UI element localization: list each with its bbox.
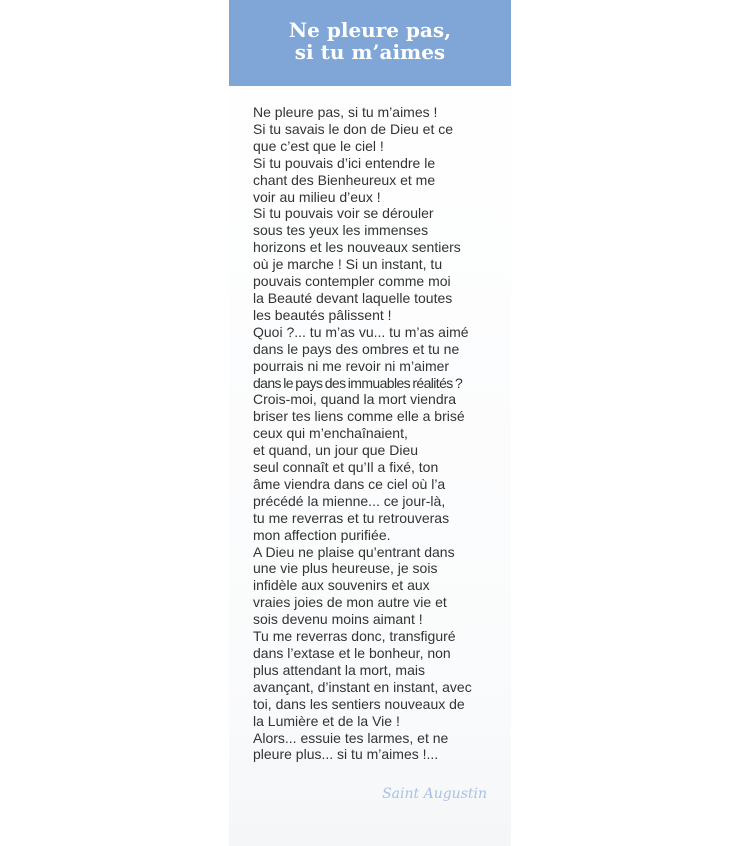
poem-line: tu me reverras et tu retrouveras	[253, 509, 450, 526]
poem-line: Alors... essuie tes larmes, et ne	[253, 729, 449, 746]
poem-line: toi, dans les sentiers nouveaux de	[253, 695, 465, 712]
poem-line: précédé la mienne... ce jour-là,	[253, 492, 446, 509]
poem-line: voir au milieu d’eux !	[253, 188, 381, 205]
poem-line: âme viendra dans ce ciel où l’a	[253, 475, 446, 492]
poem-line: infidèle aux souvenirs et aux	[253, 577, 430, 594]
title-banner	[229, 0, 511, 86]
poem-line: dans le pays des ombres et tu ne	[253, 340, 460, 357]
poem-line: sois devenu moins aimant !	[253, 611, 423, 628]
poem-line: la Lumière et de la Vie !	[253, 712, 400, 729]
poem-line: Ne pleure pas, si tu m’aimes !	[253, 104, 438, 120]
poem-line: avançant, d’instant en instant, avec	[253, 678, 472, 695]
poem-line: Si tu pouvais voir se dérouler	[253, 205, 434, 222]
poem-line: Tu me reverras donc, transfiguré	[253, 628, 456, 645]
page-title	[229, 19, 511, 63]
poem-line: briser tes liens comme elle a brisé	[253, 408, 465, 425]
poem-line: Quoi ?... tu m’as vu... tu m’as aimé	[253, 323, 469, 340]
poem-line: ceux qui m’enchaînaient,	[253, 425, 408, 442]
author-signature: Saint Augustin	[382, 786, 487, 802]
poem-line: dans l’extase et le bonheur, non	[253, 645, 451, 661]
poem-line: pourrais ni me revoir ni m’aimer	[253, 357, 450, 374]
poem-line: Si tu savais le don de Dieu et ce	[253, 120, 454, 137]
title-line-1: Ne pleure pas,	[288, 18, 452, 42]
poem-line: A Dieu ne plaise qu’entrant dans	[253, 543, 455, 560]
poem-line: plus attendant la mort, mais	[253, 661, 425, 678]
bookmark-card	[229, 0, 511, 846]
poem-line: où je marche ! Si un instant, tu	[253, 256, 443, 273]
poem-line: Si tu pouvais d’ici entendre le	[253, 154, 436, 171]
poem-line: horizons et les nouveaux sentiers	[253, 239, 461, 256]
poem-line: seul connaît et qu’Il a fixé, ton	[253, 459, 439, 476]
poem-line: chant des Bienheureux et me	[253, 171, 436, 188]
poem-line: pleure plus... si tu m’aimes !...	[253, 746, 439, 763]
poem-line: vraies joies de mon autre vie et	[253, 594, 447, 611]
poem-line: les beautés pâlissent !	[253, 306, 392, 323]
poem-line: la Beauté devant laquelle toutes	[253, 289, 453, 306]
poem-line: que c’est que le ciel !	[253, 137, 384, 154]
poem-line: une vie plus heureuse, je sois	[253, 560, 438, 577]
title-line-2: si tu m’aimes	[294, 40, 446, 64]
poem-line: pouvais contempler comme moi	[253, 273, 451, 290]
poem-text	[253, 104, 503, 763]
poem-line: sous tes yeux les immenses	[253, 222, 429, 239]
poem-line: Crois-moi, quand la mort viendra	[253, 391, 457, 408]
poem-line: mon affection purifiée.	[253, 526, 391, 543]
poem-line: et quand, un jour que Dieu	[253, 442, 419, 459]
poem-line: dans le pays des immuables réalités ?	[253, 374, 463, 391]
